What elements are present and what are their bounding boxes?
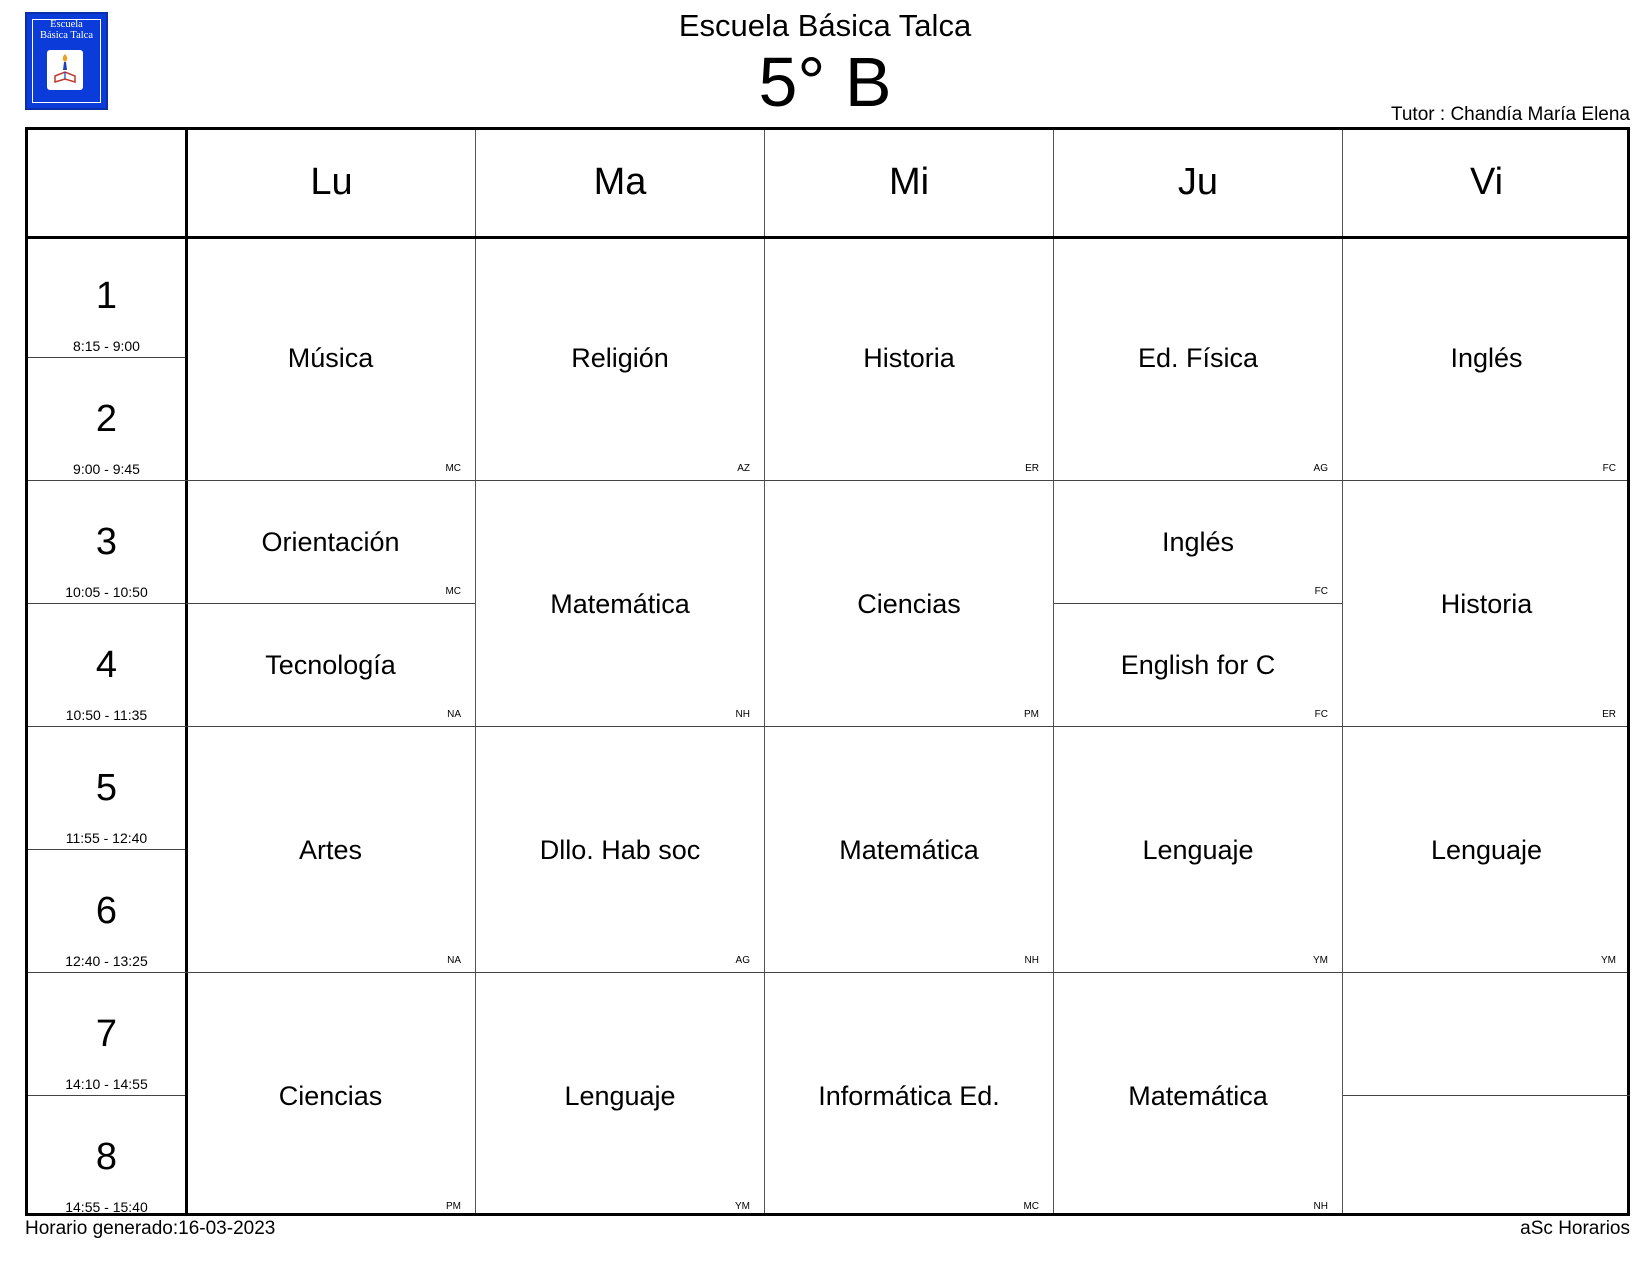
lesson-teacher: AG [1313,463,1328,474]
lesson-subject: Dllo. Hab soc [539,835,701,865]
lesson-teacher: FC [1314,709,1328,720]
lesson-cell [765,977,1053,1221]
lesson-cell [1343,239,1630,483]
lesson-cell [186,731,475,975]
period-number-7: 7 [95,1013,118,1055]
lesson-subject: Historia [863,343,955,373]
timetable-grid [25,127,1630,1216]
lesson-cell [1054,977,1342,1221]
day-header-friday: Vi [1469,161,1504,203]
day-header-wednesday: Mi [888,161,930,203]
period-number-8: 8 [95,1136,118,1178]
period-divider [28,603,185,604]
lesson-subject: Matemática [550,589,690,619]
lesson-teacher: MC [1023,1201,1039,1212]
period-time-7: 14:10 - 14:55 [65,1076,148,1092]
lesson-subject: Tecnología [265,650,396,680]
lesson-cell [765,239,1053,483]
period-number-1: 1 [95,275,118,317]
lesson-subject: Orientación [261,527,400,557]
period-divider [28,849,185,850]
software-name: aSc Horarios [1520,1218,1630,1239]
lesson-teacher: NH [1024,955,1039,966]
period-divider [28,1095,185,1096]
lesson-cell [476,485,764,729]
lesson-subject: Matemática [839,835,979,865]
lesson-subject: Matemática [1128,1081,1268,1111]
lesson-subject: Inglés [1161,527,1235,557]
lesson-teacher: PM [1024,709,1039,720]
day-header-tuesday: Ma [593,161,647,203]
tutor-label: Tutor : [1390,104,1451,125]
period-number-3: 3 [95,521,118,563]
lesson-teacher: YM [735,1201,750,1212]
lesson-subject: Inglés [1450,343,1523,373]
lesson-subject: English for C [1120,650,1276,680]
period-number-4: 4 [95,644,118,686]
period-time-2: 9:00 - 9:45 [73,461,140,477]
period-time-4: 10:50 - 11:35 [65,707,148,723]
lesson-teacher: NH [735,709,750,720]
corner-cell [28,130,185,236]
lesson-cell [186,608,475,729]
period-number-5: 5 [95,767,118,809]
lesson-subject: Lenguaje [564,1081,676,1111]
day-header-thursday: Ju [1177,161,1219,203]
lesson-teacher: YM [1601,955,1616,966]
lesson-teacher: MC [445,463,461,474]
lesson-teacher: NH [1313,1201,1328,1212]
generated-date: Horario generado:16-03-2023 [25,1218,276,1239]
empty-slot-7-friday [1343,973,1630,1095]
period-number-2: 2 [95,398,118,440]
period-time-8: 14:55 - 15:40 [65,1199,148,1215]
lesson-teacher: PM [446,1201,461,1212]
empty-slot-8-friday [1343,1096,1630,1213]
period-time-1: 8:15 - 9:00 [73,338,140,354]
period-time-3: 10:05 - 10:50 [65,584,148,600]
lesson-teacher: AG [735,955,750,966]
school-name: Escuela Básica Talca [678,8,972,43]
logo-text-line1: Escuela [50,19,83,30]
lesson-teacher: FC [1314,586,1328,597]
lesson-subject: Ciencias [857,589,961,619]
lesson-subject: Lenguaje [1142,835,1254,865]
tutor-line [1391,104,1630,126]
lesson-teacher: YM [1313,955,1328,966]
lesson-cell [476,731,764,975]
lesson-cell [476,977,764,1221]
lesson-cell [1343,485,1630,729]
lesson-cell [765,731,1053,975]
lesson-teacher: MC [445,586,461,597]
period-number-6: 6 [95,890,118,932]
period-divider [28,357,185,358]
day-header-monday: Lu [310,161,353,203]
lesson-subject: Artes [298,835,363,865]
lesson-teacher: NA [447,955,461,966]
class-name: 5° B [758,43,892,121]
lesson-teacher: AZ [737,463,750,474]
lesson-teacher: NA [447,709,461,720]
lesson-cell [186,977,475,1221]
logo-text-line2: Básica Talca [39,30,93,41]
lesson-cell [1054,485,1342,606]
lesson-cell [1054,731,1342,975]
lesson-cell [1054,608,1342,729]
lesson-subject: Ciencias [278,1081,383,1111]
lesson-teacher: FC [1602,463,1616,474]
lesson-cell [476,239,764,483]
lesson-cell [765,485,1053,729]
period-time-6: 12:40 - 13:25 [65,953,148,969]
tutor-name: Chandía María Elena [1450,104,1630,125]
lesson-cell [186,239,475,483]
lesson-subject: Música [287,343,374,373]
lesson-teacher: ER [1025,463,1039,474]
lesson-cell [1054,239,1342,483]
lesson-subject: Religión [571,343,669,373]
period-time-5: 11:55 - 12:40 [65,830,148,846]
lesson-subject: Ed. Física [1137,343,1259,373]
lesson-cell [1343,731,1630,975]
lesson-cell [186,485,475,606]
lesson-subject: Historia [1440,589,1533,619]
lesson-teacher: ER [1602,709,1616,720]
lesson-subject: Informática Ed. [818,1081,1000,1111]
lesson-subject: Lenguaje [1430,835,1543,865]
